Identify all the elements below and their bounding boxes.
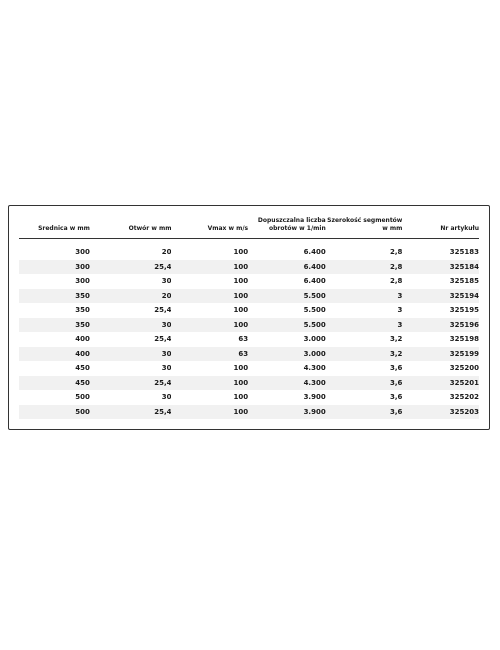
table-cell: 25,4 [154, 378, 172, 387]
table-cell: 3.900 [303, 407, 326, 416]
table-cell: 3.000 [303, 335, 326, 344]
table-row [19, 332, 479, 347]
table-cell: 3,6 [389, 364, 403, 373]
table-cell: 450 [75, 378, 90, 387]
table-cell: 30 [161, 393, 172, 402]
table-cell: 6.400 [303, 277, 326, 286]
table-cell: 325200 [449, 364, 479, 373]
table-cell: 2,8 [389, 248, 403, 257]
table-row [19, 289, 479, 304]
table-header [19, 206, 479, 239]
table-cell: 3 [397, 291, 403, 300]
table-cell: 25,4 [154, 306, 172, 315]
table-cell: 325184 [449, 262, 479, 271]
table-cell: 5.500 [303, 320, 326, 329]
table-cell: 30 [161, 349, 172, 358]
header-article-number: Nr artykułu [440, 225, 479, 232]
table-cell: 100 [233, 262, 249, 271]
table-row [19, 274, 479, 289]
table-cell: 3.900 [303, 393, 326, 402]
table-cell: 3.000 [303, 349, 326, 358]
table-row [19, 347, 479, 362]
table-cell: 400 [75, 349, 90, 358]
table-cell: 63 [238, 335, 249, 344]
table-cell: 3,2 [389, 349, 403, 358]
table-cell: 20 [161, 248, 172, 257]
table-cell: 4.300 [303, 378, 326, 387]
table-cell: 350 [75, 320, 90, 329]
header-bore: Otwór w mm [128, 225, 172, 232]
spec-table [8, 205, 490, 430]
table-cell: 500 [75, 407, 90, 416]
header-segment-width: Szerokość segmentów w mm [327, 217, 403, 232]
table-cell: 3 [397, 306, 403, 315]
table-cell: 2,8 [389, 277, 403, 286]
table-cell: 325201 [449, 378, 479, 387]
table-cell: 5.500 [303, 306, 326, 315]
table-cell: 325202 [449, 393, 479, 402]
table-cell: 30 [161, 277, 172, 286]
table-cell: 6.400 [303, 262, 326, 271]
table-cell: 3 [397, 320, 403, 329]
table-row [19, 361, 479, 376]
table-cell: 100 [233, 291, 249, 300]
table-cell: 500 [75, 393, 90, 402]
table-cell: 100 [233, 320, 249, 329]
table-cell: 100 [233, 407, 249, 416]
table-cell: 325185 [449, 277, 479, 286]
table-row [19, 405, 479, 420]
table-cell: 300 [75, 262, 90, 271]
table-cell: 5.500 [303, 291, 326, 300]
table-cell: 25,4 [154, 335, 172, 344]
table-cell: 325199 [449, 349, 479, 358]
table-cell: 300 [75, 248, 90, 257]
table-cell: 100 [233, 393, 249, 402]
table-cell: 30 [161, 364, 172, 373]
table-cell: 25,4 [154, 262, 172, 271]
table-row [19, 318, 479, 333]
table-body [19, 239, 479, 419]
table-cell: 25,4 [154, 407, 172, 416]
header-diameter: Średnica w mm [38, 225, 90, 232]
table-cell: 63 [238, 349, 249, 358]
table-cell: 3,6 [389, 393, 403, 402]
header-vmax: Vmax w m/s [207, 225, 249, 232]
table-cell: 450 [75, 364, 90, 373]
table-cell: 100 [233, 248, 249, 257]
table-row [19, 260, 479, 275]
table-cell: 350 [75, 291, 90, 300]
table-cell: 3,2 [389, 335, 403, 344]
header-max-rpm: Dopuszczalna liczba obrotów w 1/min [257, 217, 326, 232]
table-cell: 2,8 [389, 262, 403, 271]
table-cell: 325183 [449, 248, 479, 257]
table-row [19, 376, 479, 391]
table-cell: 325198 [449, 335, 479, 344]
table-cell: 3,6 [389, 378, 403, 387]
table-row [19, 390, 479, 405]
table-cell: 100 [233, 378, 249, 387]
table-cell: 325195 [449, 306, 479, 315]
table-cell: 300 [75, 277, 90, 286]
table-cell: 6.400 [303, 248, 326, 257]
table-cell: 325194 [449, 291, 479, 300]
table-cell: 30 [161, 320, 172, 329]
table-cell: 325203 [449, 407, 479, 416]
table-row [19, 303, 479, 318]
table-cell: 325196 [449, 320, 479, 329]
table-cell: 400 [75, 335, 90, 344]
table-cell: 3,6 [389, 407, 403, 416]
table-cell: 4.300 [303, 364, 326, 373]
table-cell: 20 [161, 291, 172, 300]
table-cell: 100 [233, 364, 249, 373]
table-cell: 100 [233, 306, 249, 315]
table-cell: 350 [75, 306, 90, 315]
table-row [19, 245, 479, 260]
table-cell: 100 [233, 277, 249, 286]
